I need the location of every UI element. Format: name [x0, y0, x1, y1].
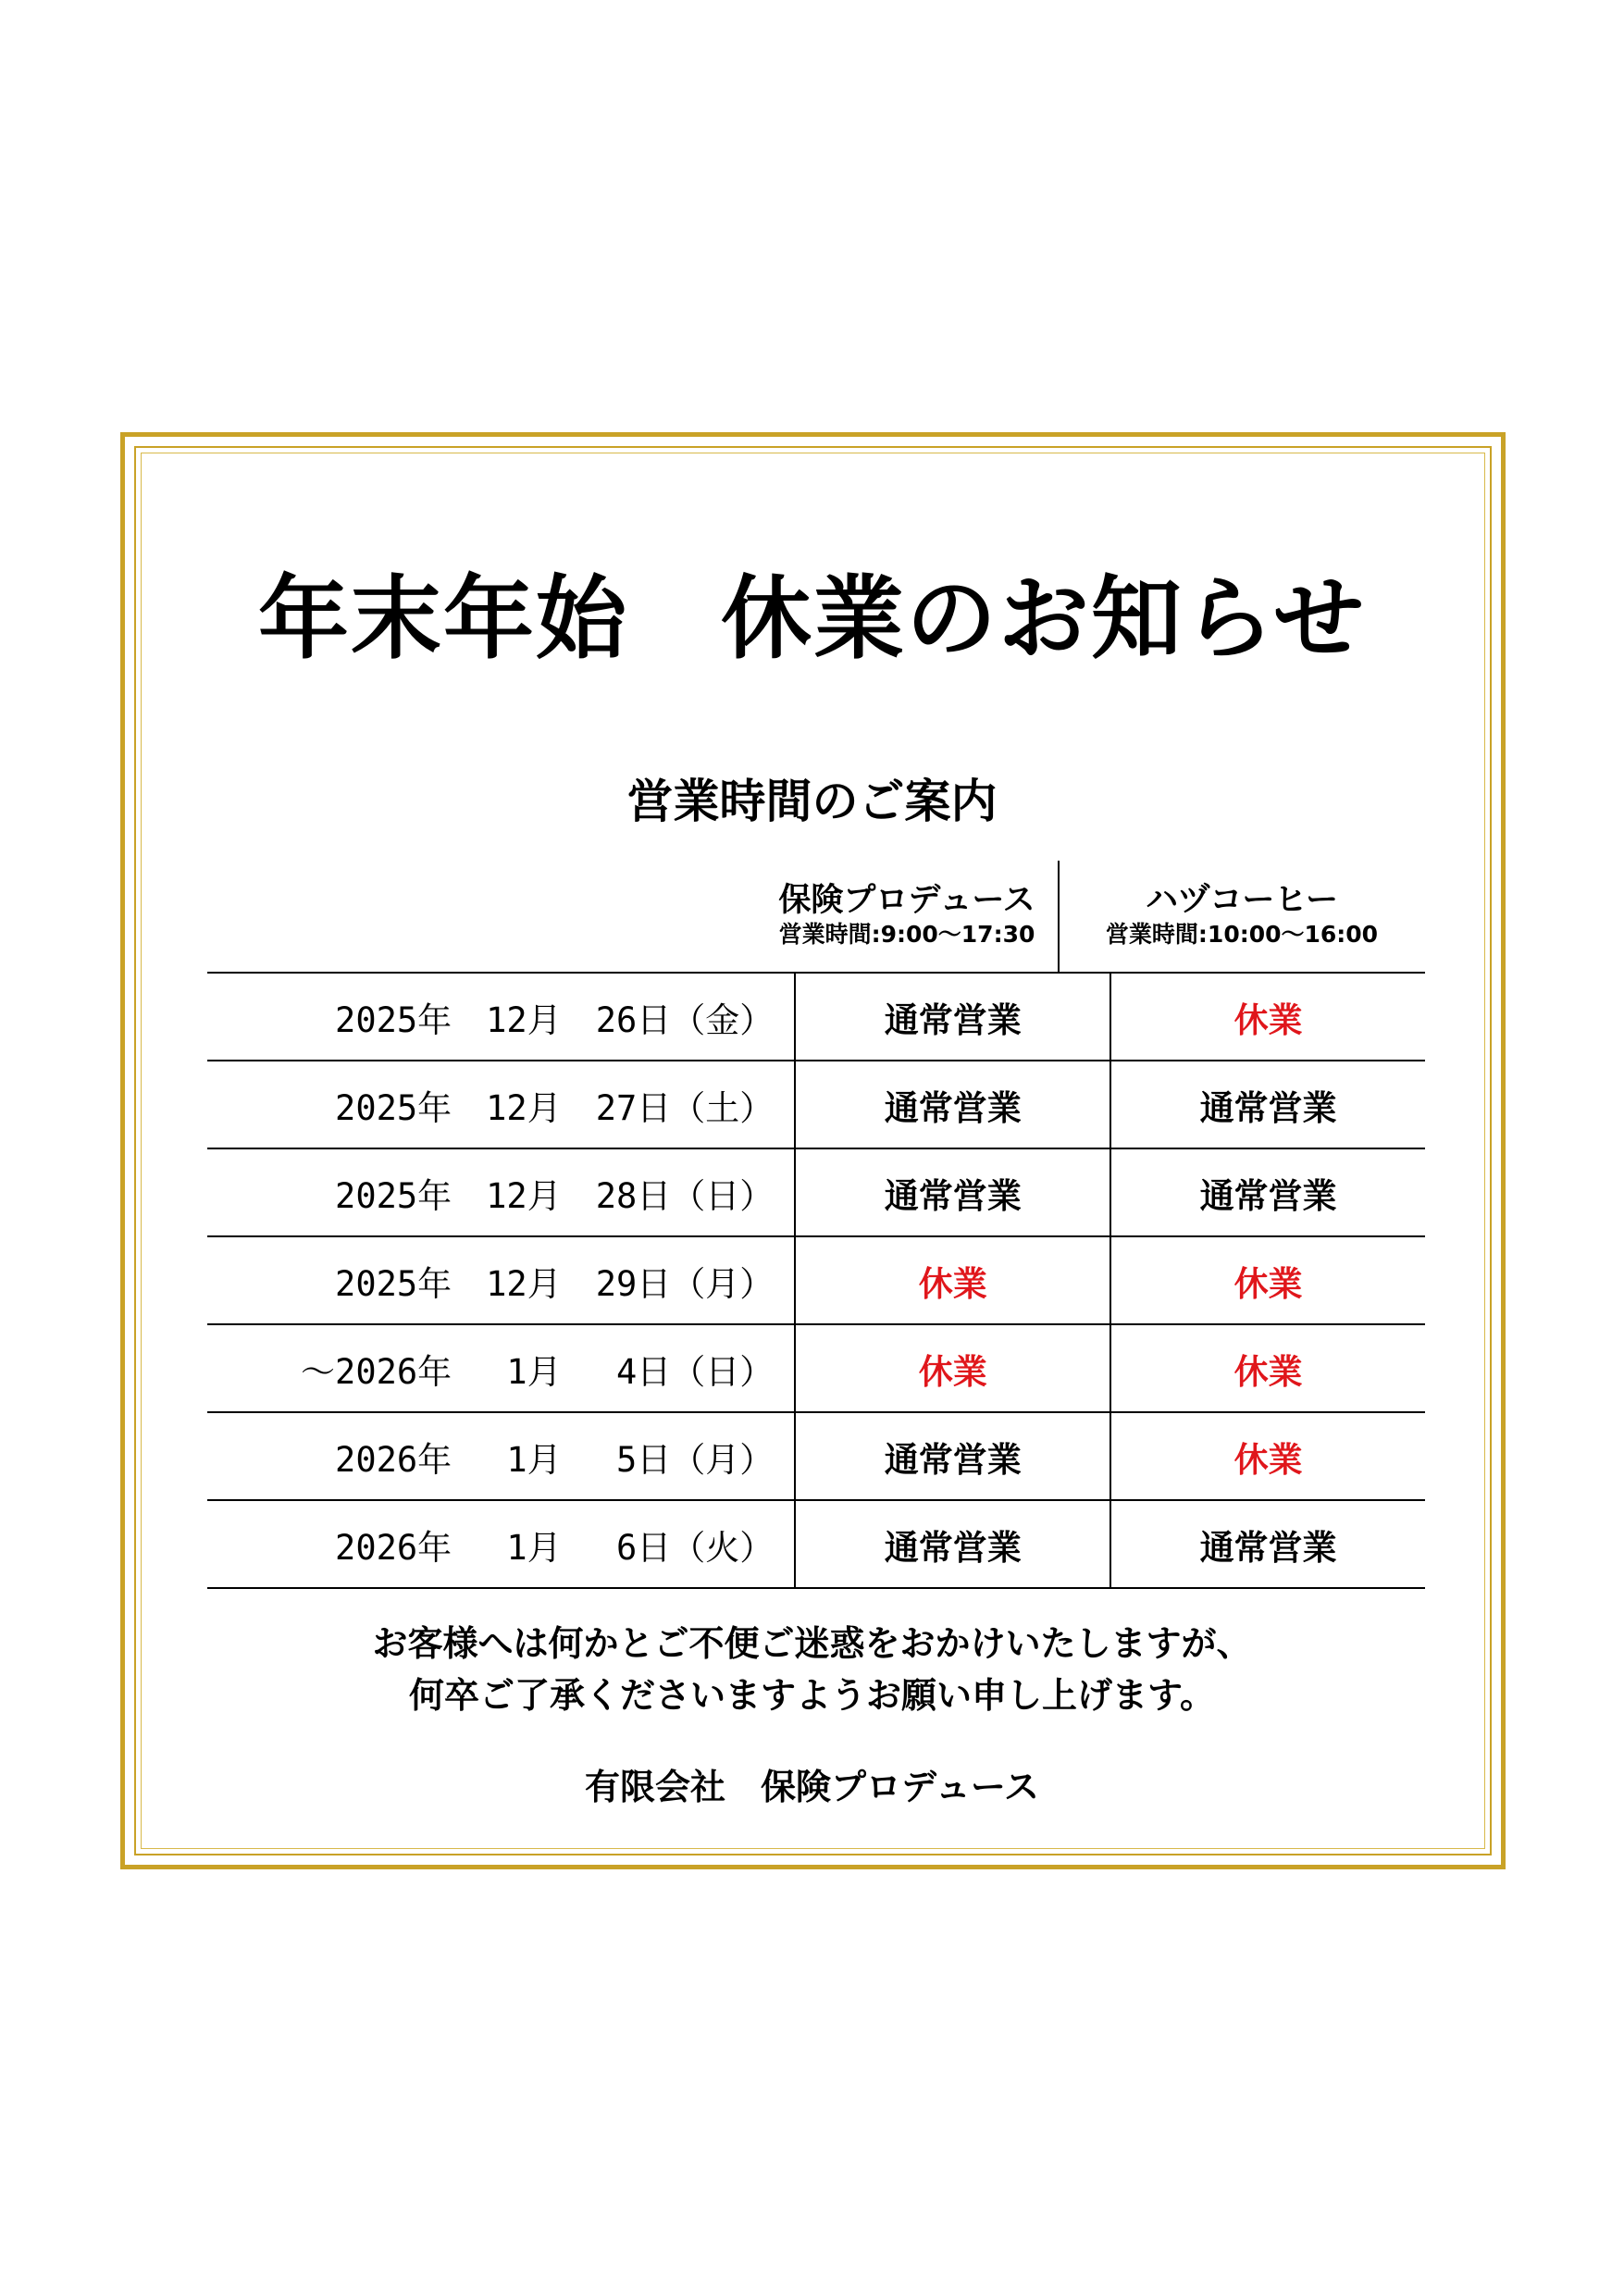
message-line: 何卒ご了承くださいますようお願い申し上げます。	[409, 1675, 1215, 1716]
status-open: 通常営業	[795, 1061, 1110, 1148]
column-header-name: ハヅコーヒー	[1146, 882, 1338, 919]
status-closed: 休業	[1110, 1324, 1425, 1412]
column-header-hoken	[755, 881, 1059, 949]
schedule-table	[207, 972, 1425, 1589]
column-divider	[1058, 861, 1060, 972]
status-closed: 休業	[1110, 1412, 1425, 1500]
date-cell: 2025年 12月 27日（土）	[207, 1061, 795, 1148]
status-closed: 休業	[1110, 973, 1425, 1061]
table-row	[207, 1324, 1425, 1412]
status-open: 通常営業	[795, 1412, 1110, 1500]
status-open: 通常営業	[795, 973, 1110, 1061]
table-row	[207, 1412, 1425, 1500]
date-cell: 2025年 12月 29日（月）	[207, 1236, 795, 1324]
table-row	[207, 1061, 1425, 1148]
column-header-hours: 営業時間:10:00～16:00	[1105, 921, 1379, 948]
status-open: 通常営業	[795, 1500, 1110, 1588]
page-title: 年末年始 休業のお知らせ	[257, 566, 1367, 672]
table-row	[207, 1148, 1425, 1236]
date-cell: 2026年 1月 5日（月）	[207, 1412, 795, 1500]
table-row	[207, 973, 1425, 1061]
table-row	[207, 1236, 1425, 1324]
date-cell: 2025年 12月 26日（金）	[207, 973, 795, 1061]
status-open: 通常営業	[1110, 1500, 1425, 1588]
status-open: 通常営業	[795, 1148, 1110, 1236]
date-cell: ～2026年 1月 4日（日）	[207, 1324, 795, 1412]
company-name: 有限会社 保険プロデュース	[585, 1767, 1039, 1807]
status-closed: 休業	[1110, 1236, 1425, 1324]
section-subtitle: 営業時間のご案内	[626, 775, 998, 828]
status-open: 通常営業	[1110, 1061, 1425, 1148]
status-open: 通常営業	[1110, 1148, 1425, 1236]
apology-message	[0, 1618, 1624, 1721]
column-header-name: 保険プロデュース	[778, 882, 1035, 919]
table-row	[207, 1500, 1425, 1588]
date-cell: 2026年 1月 6日（火）	[207, 1500, 795, 1588]
date-cell: 2025年 12月 28日（日）	[207, 1148, 795, 1236]
status-closed: 休業	[795, 1236, 1110, 1324]
column-header-hours: 営業時間:9:00～17:30	[778, 921, 1035, 948]
status-closed: 休業	[795, 1324, 1110, 1412]
message-line: お客様へは何かとご不便ご迷惑をおかけいたしますが、	[372, 1623, 1252, 1664]
column-header-coffee	[1059, 881, 1425, 949]
